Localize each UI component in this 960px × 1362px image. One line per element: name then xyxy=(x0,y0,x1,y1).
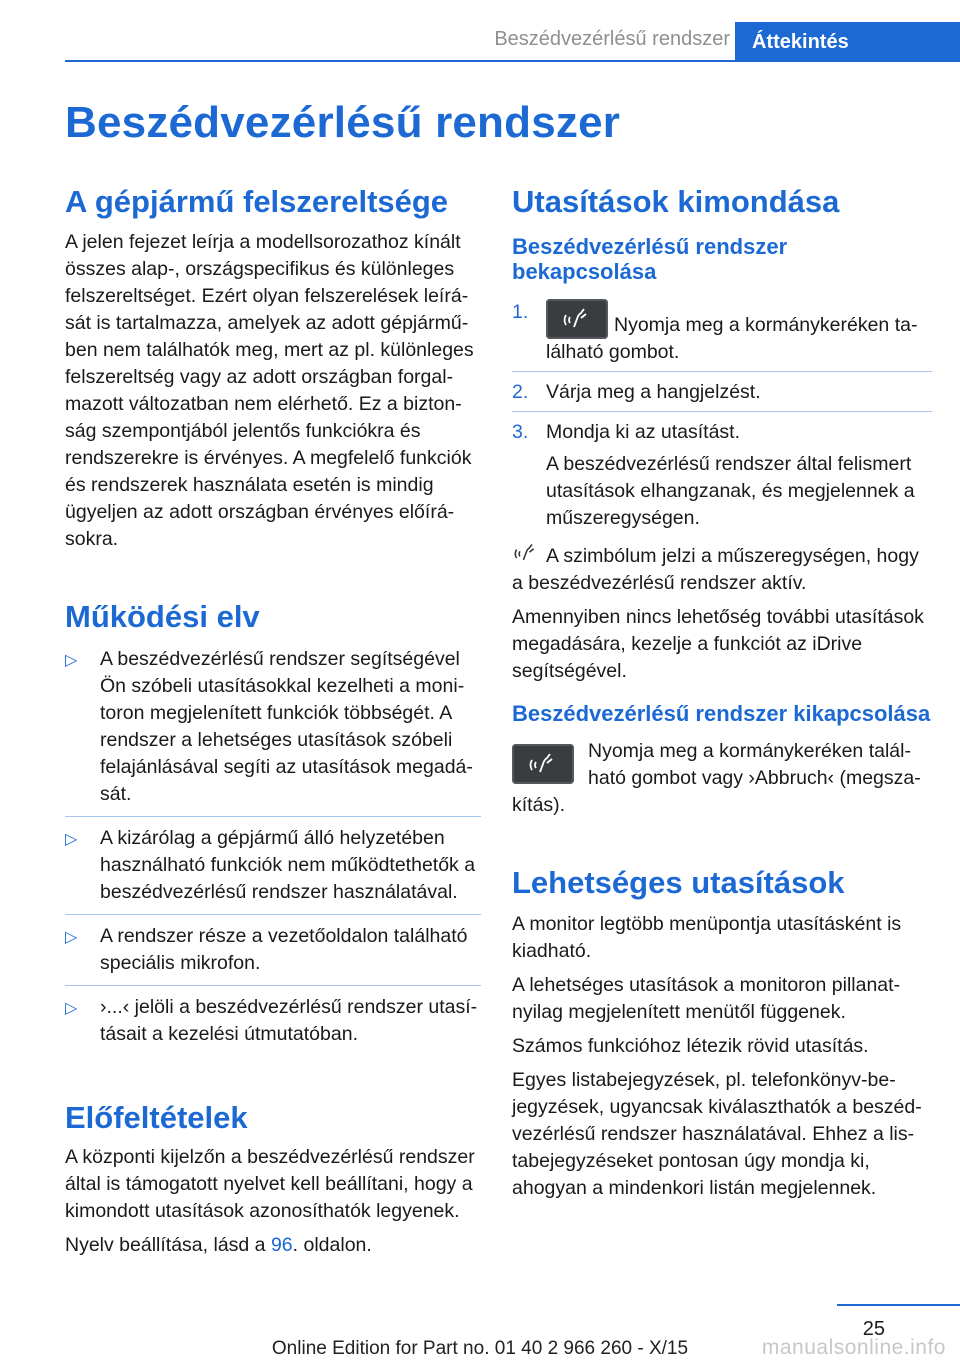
voice-button-icon xyxy=(546,299,608,339)
voice-command-icon xyxy=(528,750,558,778)
step-item xyxy=(512,299,932,372)
step-text: Mondja ki az utasítást. xyxy=(546,420,741,443)
list-item xyxy=(65,646,481,817)
watermark: manualsonline.info xyxy=(761,1336,946,1359)
step-number: 1. xyxy=(512,300,529,323)
principle-list xyxy=(65,646,481,1056)
activate-heading: Beszédvezérlésű rendszer bekapcsolása xyxy=(512,233,788,285)
list-item xyxy=(65,825,481,915)
left-column xyxy=(65,180,481,1259)
possible-text-1: A monitor legtöbb menüpontja utasításként is kiadható. xyxy=(512,912,902,962)
voice-symbol-icon xyxy=(512,541,540,565)
step-item xyxy=(512,419,932,537)
step-note: A beszédvezérlésű rendszer által felismert utasítások elhangzanak, és megjelennek a műszeregységen. xyxy=(546,452,915,529)
triangle-bullet-icon: ▷ xyxy=(65,929,78,947)
prereq-heading: Előfeltételek xyxy=(65,1100,248,1136)
principle-heading: Működési elv xyxy=(65,598,260,634)
list-item xyxy=(65,923,481,986)
voice-command-icon xyxy=(562,305,592,333)
equipment-heading: A gépjármű felszereltsége xyxy=(65,184,449,219)
step-number: 3. xyxy=(512,420,529,443)
header-tab: Áttekintés xyxy=(735,22,960,62)
possible-text-2: A lehetséges utasítások a monitoron pillanatnyilag megjelenített menütől függenek. xyxy=(512,973,901,1023)
footer-edition: Online Edition for Part no. 01 40 2 966 260 - X/15 xyxy=(271,1338,689,1359)
running-header xyxy=(65,22,960,62)
header-rule xyxy=(65,60,960,62)
prereq-text: A központi kijelzőn a beszédvezérlésű rendszer által is támogatott nyelvet kell beállítani, hogy a kimondott utasítások azonosíthatók legyenek. xyxy=(65,1145,475,1222)
possible-text-4: Egyes listabejegyzések, pl. telefonkönyv-bejegyzések, ugyancsak kiválaszthatók a beszédvezérlésű rendszer használatával. Ehhez a listabejegyzéseket pontosan úgy mondja ki, ahogyan a mindenkori listán megjelennek. xyxy=(512,1068,922,1199)
page-number: 25 xyxy=(862,1318,885,1340)
activation-steps xyxy=(512,299,932,537)
symbol-text: A szimbólum jelzi a műszeregységen, hogy a beszédvezérlésű rendszer aktív. xyxy=(512,541,932,597)
possible-commands-heading: Lehetséges utasítások xyxy=(512,865,845,901)
step-item xyxy=(512,379,932,412)
language-setting-text: Nyelv beállítása, lásd a 96. oldalon. xyxy=(65,1233,372,1256)
no-more-commands-text: Amennyiben nincs lehetőség további utasítások megadására, kezelje a funkciót az iDrive segítségével. xyxy=(512,605,924,682)
commands-heading: Utasítások kimondása xyxy=(512,184,840,219)
list-item-text: A kizárólag a gépjármű álló helyzetében használható funkciók nem működtethetők a beszédvezérlésű rendszer használatával. xyxy=(100,827,476,904)
triangle-bullet-icon: ▷ xyxy=(65,652,78,670)
list-item-text: A beszédvezérlésű rendszer segítségével Ön szóbeli utasításokkal kezelheti a monitoron megjelenített funkciók többségét. A rendszer a lehetséges utasítások szóbeli felajánlásával segíti az utasítások megadását. xyxy=(100,648,473,806)
header-section-title: Beszédvezérlésű rendszer xyxy=(494,28,730,50)
equipment-text: A jelen fejezet leírja a modellsorozathoz kínált összes alap-, országspecifikus és különleges felszereltséget. Ezért olyan felszerelések leírását is tartalmazza, amelyek az adott gépjárműben nem találhatók meg, mert az pl. különleges felszereltség vagy az adott országban forgalmazott változatban nem elérhető. Ez a biztonság szempontjából jelentős funkciókra és rendszerekre is érvényes. A megfelelő funkciók és rendszerek használata esetén is mindig ügyeljen az adott országban érvényes előírásokra. xyxy=(65,230,474,550)
list-item xyxy=(65,994,481,1056)
step-text: Várja meg a hangjelzést. xyxy=(546,380,761,403)
step-text: Nyomja meg a kormánykeréken található gombot. xyxy=(546,313,918,363)
deactivate-heading: Beszédvezérlésű rendszer kikapcsolása xyxy=(512,700,931,726)
right-column xyxy=(512,180,932,1202)
voice-button-icon xyxy=(512,744,574,784)
footer-rule xyxy=(837,1304,960,1306)
step-number: 2. xyxy=(512,380,529,403)
triangle-bullet-icon: ▷ xyxy=(65,831,78,849)
page-title: Beszédvezérlésű rendszer xyxy=(65,98,621,147)
deactivate-text: Nyomja meg a kormánykeréken található gombot vagy ›Abbruch‹ (megszakítás). xyxy=(512,740,921,817)
list-item-text: ›...‹ jelöli a beszédvezérlésű rendszer utasításait a kezelési útmutatóban. xyxy=(100,996,478,1046)
page-link-96[interactable]: 96 xyxy=(270,1233,293,1256)
list-item-text: A rendszer része a vezetőoldalon található speciális mikrofon. xyxy=(100,925,468,975)
possible-text-3: Számos funkcióhoz létezik rövid utasítás. xyxy=(512,1034,869,1057)
triangle-bullet-icon: ▷ xyxy=(65,1000,78,1018)
deactivate-block xyxy=(512,738,932,819)
